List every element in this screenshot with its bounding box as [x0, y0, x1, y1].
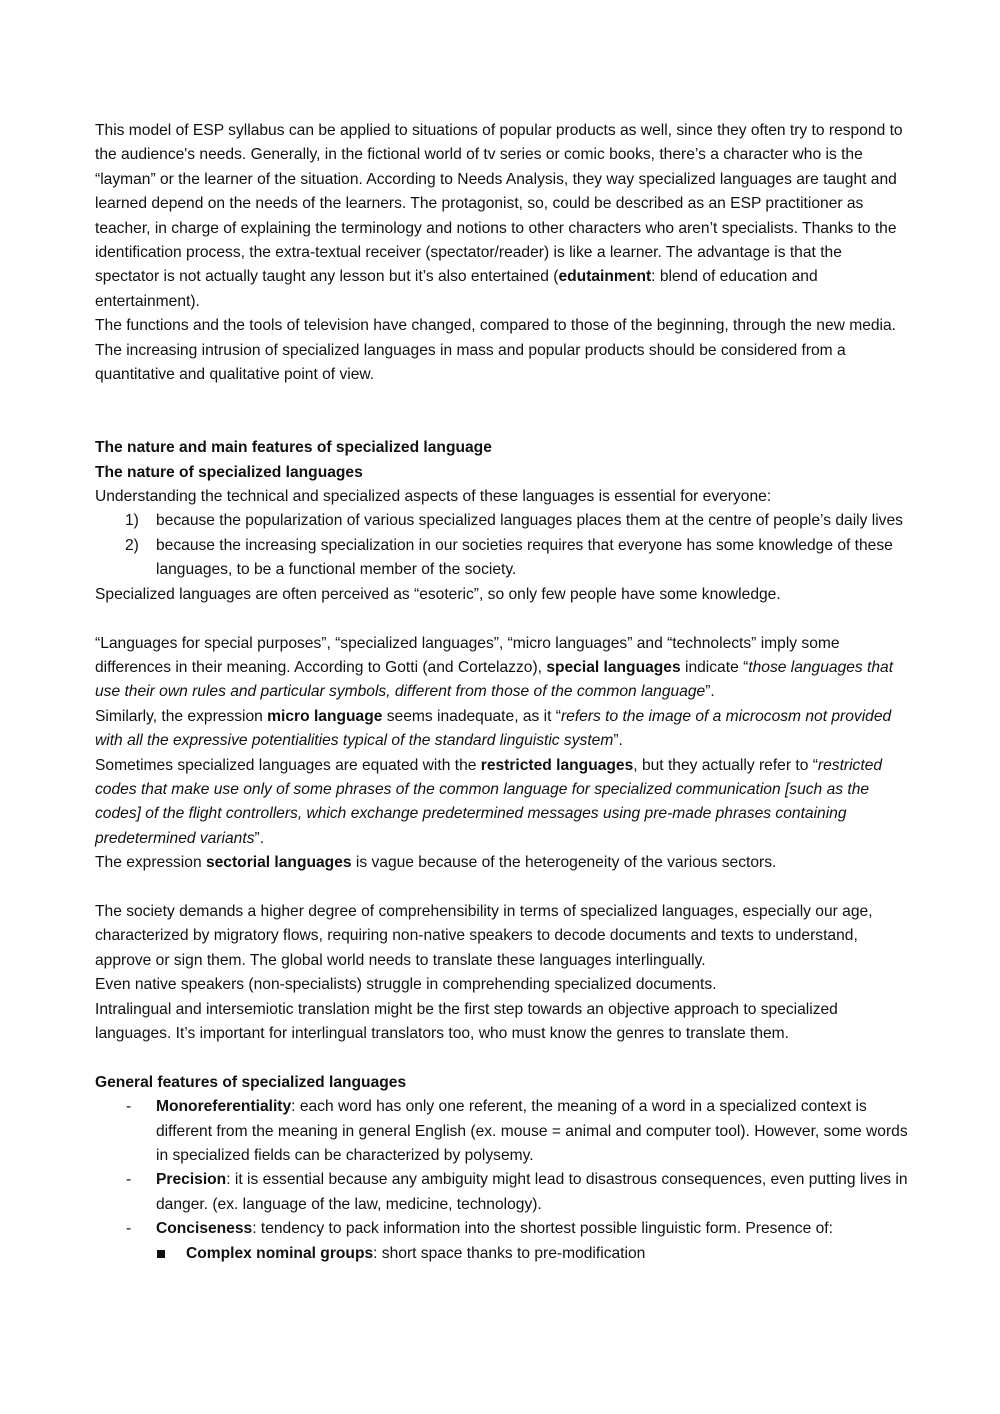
list-item: - Conciseness: tendency to pack information into the shortest possible linguistic form. Presence of: [95, 1217, 910, 1241]
esoteric-paragraph: Specialized languages are often perceived as “esoteric”, so only few people have some knowledge. [95, 585, 781, 603]
intro-paragraph-1: This model of ESP syllabus can be applied to situations of popular products as well, since they often try to respond to the audience's needs. Generally, in the fictional world of tv series or comic books, there’s a character who is the “layman” or the learner of the situation. According to Needs Analysis, they way specialized languages are taught and learned depend on the needs of the learners. The protagonist, so, could be described as an ESP practitioner as teacher, in charge of explaining the terminology and notions to other characters who aren’t specialists. Thanks to the identification process, the extra-textual receiver (spectator/reader) is like a learner. The advantage is that the spectator is not actually taught any lesson but it’s also entertained (edutainment: blend of education and entertainment). [95, 122, 903, 310]
list-item: - Precision: it is essential because any ambiguity might lead to disastrous consequences, even putting lives in danger. (ex. language of the law, medicine, technology). [95, 1168, 910, 1217]
square-bullet-icon [157, 1250, 165, 1258]
society-paragraph-1: The society demands a higher degree of comprehensibility in terms of specialized languages, especially our age, characterized by migratory flows, requiring non-native speakers to decode documents and texts to understand, approve or sign them. The global world needs to translate these languages interlingually. [95, 902, 873, 969]
features-heading: General features of specialized languages [95, 1073, 407, 1091]
list-item: - Monoreferentiality: each word has only one referent, the meaning of a word in a specialized context is different from the meaning in general English (ex. mouse = animal and computer tool). However, some words in specialized fields can be characterized by polysemy. [95, 1095, 910, 1168]
society-paragraph-3: Intralingual and intersemiotic translation might be the first step towards an objective approach to specialized languages. It’s important for interlingual translators too, who must know the genres to translate them. [95, 1000, 838, 1042]
section-subheading: The nature of specialized languages [95, 463, 363, 481]
document-page [95, 119, 910, 1266]
dash-bullet: - [126, 1098, 132, 1116]
society-paragraph-2: Even native speakers (non-specialists) struggle in comprehending specialized documents. [95, 976, 717, 994]
intro-paragraph-2: The functions and the tools of television have changed, compared to those of the beginning, through the new media. The increasing intrusion of specialized languages in mass and popular products should be considered from a quantitative and qualitative point of view. [95, 317, 897, 384]
section-lead: Understanding the technical and specialized aspects of these languages is essential for everyone: [95, 488, 772, 506]
dash-bullet: - [126, 1171, 132, 1189]
list-item: 2) because the increasing specialization in our societies requires that everyone has some knowledge of these languages, to be a functional member of the society. [95, 534, 910, 583]
list-number: 1) [125, 512, 139, 530]
list-number: 2) [125, 536, 139, 554]
terms-paragraph-1: “Languages for special purposes”, “specialized languages”, “micro languages” and “technolects” imply some differences in their meaning. According to Gotti (and Cortelazzo), special languages indicate “those languages that use their own rules and particular symbols, different from those of the common language”. [95, 634, 894, 701]
terms-paragraph-2: Similarly, the expression micro language seems inadequate, as it “refers to the image of a microcosm not provided with all the expressive potentialities typical of the standard linguistic system”. [95, 707, 892, 750]
dash-bullet: - [126, 1220, 132, 1238]
section-heading: The nature and main features of specialized language [95, 439, 492, 457]
list-item: 1) because the popularization of various specialized languages places them at the centre of people’s daily lives [95, 509, 910, 533]
terms-paragraph-3: Sometimes specialized languages are equated with the restricted languages, but they actually refer to “restricted codes that make use only of some phrases of the common language for specialized communication [such as the codes] of the flight controllers, which exchange predetermined messages using pre-made phrases containing predetermined variants”. [95, 756, 883, 847]
terms-paragraph-4: The expression sectorial languages is vague because of the heterogeneity of the various sectors. [95, 854, 777, 872]
sub-list-item: Complex nominal groups: short space thanks to pre-modification [95, 1242, 910, 1266]
edutainment-term: edutainment [558, 268, 652, 286]
